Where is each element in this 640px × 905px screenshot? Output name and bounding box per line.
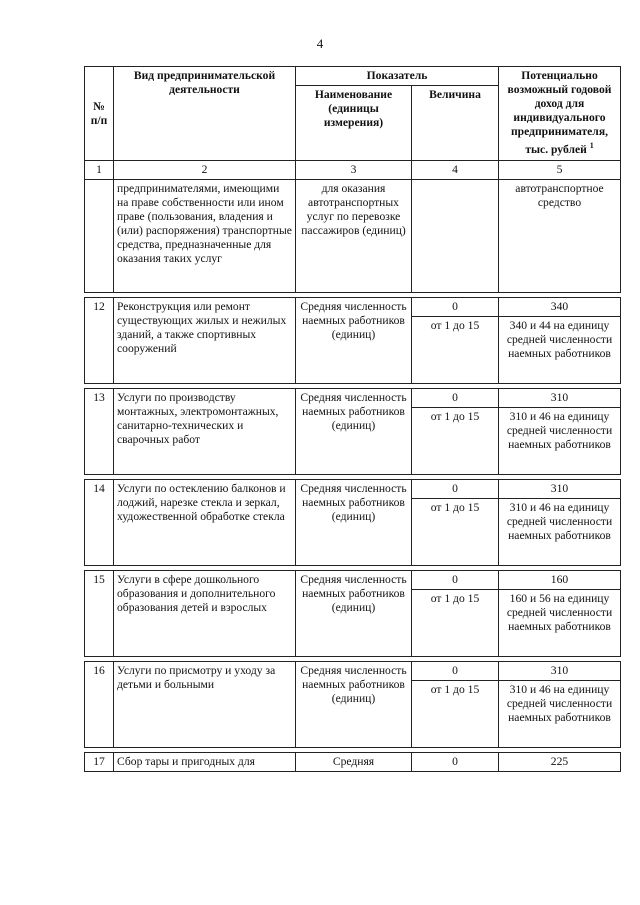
col-number: 3	[296, 161, 412, 180]
table-row	[85, 753, 621, 772]
income-cell: 310 и 46 на единицу средней численности наемных работников	[499, 681, 621, 748]
header-indicator: Показатель	[296, 67, 499, 86]
value-cell: от 1 до 15	[412, 499, 499, 566]
value-cell: от 1 до 15	[412, 590, 499, 657]
indicator-name-cell: Средняя численность наемных работников (единиц)	[296, 480, 412, 566]
table-row	[85, 480, 621, 499]
income-cell: 310	[499, 662, 621, 681]
indicator-name-cell: Средняя	[296, 753, 412, 772]
value-cell: 0	[412, 480, 499, 499]
value-cell: от 1 до 15	[412, 681, 499, 748]
value-cell: 0	[412, 753, 499, 772]
header-name: Наименование (единицы измерения)	[296, 86, 412, 161]
activity-cell: Услуги по присмотру и уходу за детьми и больными	[114, 662, 296, 748]
row-number: 13	[85, 389, 114, 475]
col-number: 5	[499, 161, 621, 180]
row-number: 16	[85, 662, 114, 748]
table-row	[85, 662, 621, 681]
col-number: 2	[114, 161, 296, 180]
activity-cell: предпринимателями, имеющими на праве собственности или ином праве (пользования, владения и (или) распоряжения) транспортные средства, предназначенные для оказания таких услуг	[114, 180, 296, 293]
income-cell: 340 и 44 на единицу средней численности наемных работников	[499, 317, 621, 384]
indicator-name-cell: Средняя численность наемных работников (единиц)	[296, 389, 412, 475]
income-cell: 225	[499, 753, 621, 772]
col-number: 4	[412, 161, 499, 180]
income-cell: 310 и 46 на единицу средней численности наемных работников	[499, 499, 621, 566]
table-row	[85, 298, 621, 317]
activity-cell: Услуги в сфере дошкольного образования и дополнительного образования детей и взрослых	[114, 571, 296, 657]
value-cell	[412, 180, 499, 293]
table-row	[85, 389, 621, 408]
header-value: Величина	[412, 86, 499, 161]
indicator-name-cell: Средняя численность наемных работников (единиц)	[296, 298, 412, 384]
value-cell: 0	[412, 571, 499, 590]
income-cell: 340	[499, 298, 621, 317]
income-cell: автотранспортное средство	[499, 180, 621, 293]
activity-cell: Услуги по производству монтажных, электромонтажных, санитарно-технических и сварочных работ	[114, 389, 296, 475]
value-cell: 0	[412, 298, 499, 317]
row-number: 12	[85, 298, 114, 384]
column-number-row	[85, 161, 621, 180]
col-number: 1	[85, 161, 114, 180]
income-cell: 310	[499, 389, 621, 408]
activity-cell: Сбор тары и пригодных для	[114, 753, 296, 772]
income-cell: 310 и 46 на единицу средней численности наемных работников	[499, 408, 621, 475]
row-number: 17	[85, 753, 114, 772]
value-cell: 0	[412, 389, 499, 408]
value-cell: 0	[412, 662, 499, 681]
value-cell: от 1 до 15	[412, 408, 499, 475]
header-num: № п/п	[85, 67, 114, 161]
income-cell: 160	[499, 571, 621, 590]
indicator-name-cell: Средняя численность наемных работников (единиц)	[296, 571, 412, 657]
table-row-continuation	[85, 180, 621, 293]
table-row	[85, 571, 621, 590]
header-income: Потенциально возможный годовой доход для индивидуального предпринимателя, тыс. рублей $^1$	[499, 67, 621, 161]
activity-cell: Услуги по остеклению балконов и лоджий, нарезке стекла и зеркал, художественной обработке стекла	[114, 480, 296, 566]
income-cell: 310	[499, 480, 621, 499]
page-number: 4	[316, 36, 324, 51]
value-cell: от 1 до 15	[412, 317, 499, 384]
indicator-name-cell: для оказания автотранспортных услуг по перевозке пассажиров (единиц)	[296, 180, 412, 293]
tariff-table	[84, 66, 621, 772]
income-cell: 160 и 56 на единицу средней численности наемных работников	[499, 590, 621, 657]
indicator-name-cell: Средняя численность наемных работников (единиц)	[296, 662, 412, 748]
activity-cell: Реконструкция или ремонт существующих жилых и нежилых зданий, а также спортивных сооружений	[114, 298, 296, 384]
row-number: 14	[85, 480, 114, 566]
header-activity: Вид предпринимательской деятельности	[114, 67, 296, 161]
row-number: 15	[85, 571, 114, 657]
